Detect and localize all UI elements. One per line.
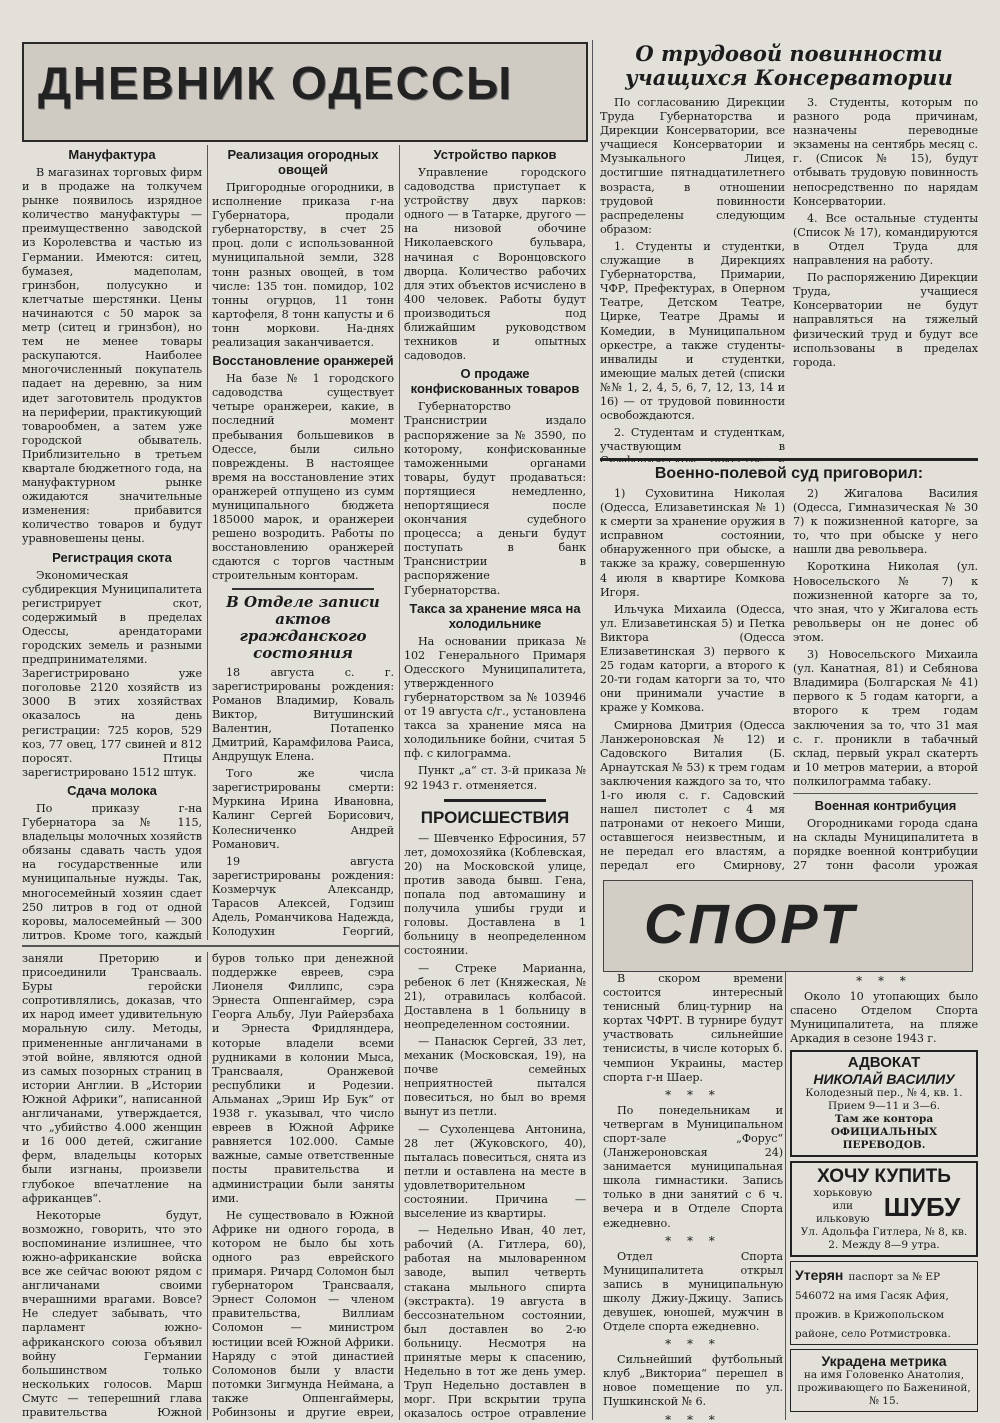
masthead-banner: [22, 42, 588, 142]
bottom-column-2: [212, 952, 394, 1420]
sport-text-2: По понедельникам и четвергам в Муниципальном спорт-зале „Форус“ (Ланжероновская 24) занимается муниципальная школа гимнастики. Запись только в дни занятий с 6 ч. вечера и в Отделе Спорта ежедневно.: [603, 1103, 783, 1230]
vegetables-text: Пригородные огородники, в исполнение приказа г-на Губернатора, продали губернаторству, в счет 25 проц. доли с использованной муниципальной земли, 328 тонн разных овощей, в том числе: 135 тон. помидор, 102 тонны огурцов, 11 тонн картофеля, 8 тонн капусты и 6 тонн моркови. На-днях реализация заканчивается.: [212, 181, 394, 350]
stolen-metric-ad: [790, 1349, 978, 1412]
registry-heading: В Отделе записи актов гражданского состояния: [226, 592, 380, 662]
incident-1: — Шевченко Ефросиния, 57 лет, домохозяйка (Коблевская, 20) на Московской улице, против завода бывш. Гена, попала под автомашину и получила ушибы груди и головы. Доставлена в 1 больницу в неопределенном состоянии.: [404, 831, 586, 958]
column-1: [22, 145, 202, 940]
parks-text: Управление городского садоводства приступает к устройству двух парков: одного — в Татарке, другого — на низовой обочине Николаевского бульвара, начиная с Воронцовского дворца. Количество рабочих для этих объектов исчислено в 400 человек. Работы будут производиться под ближайшим руководством техников и опытных садоводов.: [404, 166, 586, 363]
lost-passport-text: паспорт за № ЕР 546072 на имя Гасяк Афия, прожив. в Крижопольском районе, село Ротмистровка.: [795, 1271, 951, 1341]
masthead-title: ДНЕВНИК ОДЕССЫ: [38, 57, 514, 109]
stars-divider: * * *: [856, 974, 912, 988]
sport-text-3: Отдел Спорта Муниципалитета открыл запись в муниципальную школу Джиу-Джицу. Запись девушек, юношей, мужчин в Отделе спорта ежедневно.: [603, 1249, 783, 1334]
meat-storage-text-2: Пункт „а“ ст. 3-й приказа № 92 1943 г. отменяется.: [404, 764, 586, 792]
parks-heading: Устройство парков: [433, 147, 557, 162]
livestock-text: Экономическая субдирекция Муниципалитета регистрирует скот, содержимый в пределах Одессы, арендаторами городских земель и разными предпринимателями. Зарегистрировано уже поголовье 2120 хозяйств из 3000 В этих хозяйствах оказалось на день регистрации: 725 коров, 529 коз, 77 овец, 177 свиней и 812 поросят. Птицы зарегистрировано 1512 штук.: [22, 568, 202, 779]
conservatory-heading: О трудовой повинности учащихся Консерватории: [625, 42, 953, 90]
stars-divider: * * *: [665, 1412, 721, 1420]
court-text-4: 2) Жигалова Василия (Одесса, Гимназическая № 30 7) к пожизненной каторге, за то, что при обыске у него нашли два револьвера.: [793, 487, 978, 557]
lost-passport-ad: [790, 1261, 978, 1345]
fur-coat-ad: [790, 1161, 978, 1257]
court-text-1: 1) Суховитина Николая (Одесса, Елизаветинская № 1) к смерти за хранение оружия в исправном состоянии, обнаруженного при обыске, а также за кражу, совершенную 4 июля в квартире Комкова Игоря.: [600, 487, 785, 599]
bottom-text-3: буров только при денежной поддержке евреев, сэра Лионеля Филлипс, сэра Эрнеста Оппенгаймер, сэра Георга Альбу, Луи Райерзбаха и Эрнеста Фридляндера, которые владели всеми рудниками в колонии Мыса, Трансвааля, Оранжевой республики и Родезии. Альманах „Эриш Ир Бук“ от 1938 г. указывал, что число евреев в Южной Африке равняется 102.000. Самые важные, самые ответственные посты правительства и администрации были заняты ими.: [212, 952, 394, 1205]
bottom-text-1: заняли Преторию и присоединили Трансвааль. Буры геройски сопротивлялись, доказав, что их народ имеет удивительную моральную силу. Методы, примененные англичанами в этой войне, являются одной из самых позорных страниц в истории Англии. В „Истории Южной Африки“, написанной англичанами, утверждается, что „убийство 4.000 женщин и 16 000 детей, сжигание ферм, владельцы которых были изгнаны, произвели глубокое впечатление на африканцев“.: [22, 952, 202, 1205]
manufacture-text: В магазинах торговых фирм и в продаже на толкучем рынке появилось изрядное количество мануфактуры — преимущественно заводской из Королевства и частью из Германии. Имеются: ситец, бумазея, мадеполам, гринзбон, полусукно и клетчатые шерстянки. Цены начинаются с 50 марок за метр (ситец и гринзбон), но тем не менее товары раскупаются. Наиболее многочисленный покупатель падает на деревню, за ним идет заготовитель продуктов на периферии, практикующий товарообмен, а затем уже городской обыватель. Приблизительно в третьем квартале бюджетного года, на мануфактурном рынке ожидаются значительные изменения: прибавится количество товаров и будут уравновешены цены.: [22, 166, 202, 546]
lawyer-ad-heading: АДВОКАТ: [847, 1054, 921, 1072]
incident-2: — Стреке Марианна, ребенок 6 лет (Княжеская, № 21), отравилась колбасой. Доставлена в 1 больницу в неопределенном состоянии.: [404, 961, 586, 1031]
incident-4: — Сухоленцева Антонина, 28 лет (Жуковского, 40), пыталась повеситься, снята из петли и оставлена на месте в удовлетворительном состоянии. Причина — выселение из квартиры.: [404, 1122, 586, 1221]
stolen-metric-heading: Украдена метрика: [821, 1353, 947, 1370]
stars-divider: * * *: [665, 1233, 721, 1248]
manufacture-heading: Мануфактура: [68, 147, 156, 162]
conservatory-article: [600, 42, 978, 462]
conservatory-text-2: 1. Студенты и студентки, служащие в Дирекциях Губернаторства, Примарии, ЧФР, Префектурах, в Оперном Театре, Детском Театре, Цирке, Театре Драмы и Комедии, в Муниципальном оркестре, а также студенты-инвалиды и студентки, имеющие малых детей (списки №№ 1, 2, 4, 5, 6, 7, 12, 13, 14 и 16) — от трудовой повинности освобождаются.: [600, 239, 785, 423]
vegetables-heading: Реализация огородных овощей: [227, 147, 379, 177]
column-3: [404, 145, 586, 1420]
incident-5: — Недельно Иван, 40 лет, рабочий (А. Гитлера, 60), работая на мыловаренном заводе, выпил четверть стакана мыльного спирта (экстракта). 19 августа в бессознательном состоянии, был доставлен во 2-ю больницу. Несмотря на принятые меры к спасению, Недельно в тот же день умер. Труп Недельно доставлен в морг. При вскрытии трупа оказалось острое отравление: [404, 1224, 586, 1420]
bottom-text-2: Некоторые будут, возможно, говорить, что это воспоминание излишнее, что южно-африканские войска все же сейчас воюют рядом с англичанами своими вчерашними врагами. Вовсе? Не следует забывать, что парламент южно-африканского союза объявил войну Германии большинством только нескольких голосов. Марш Смутс — теперешний глава правительства Южной: [22, 1208, 202, 1419]
fur-coat-ad-sub: хорьковую или ильковую: [813, 1187, 873, 1226]
court-heading: Военно-полевой суд приговорил:: [654, 465, 924, 482]
meat-storage-heading: Такса за хранение мяса на холодильнике: [409, 600, 581, 631]
sport-text-4: Сильнейший футбольный клуб „Викториа“ перешел в новое помещение по ул. Пушкинской № 6.: [603, 1353, 783, 1409]
court-text-6: 3) Новосельского Михаила (ул. Канатная, 81) и Себянова Владимира (Болгарская № 41) первого к 5 годам каторги, а второго к трем годам заключения за то, что 31 мая с. г. проникли в табачный склад, первый украл скатерть и 10 метров материи, а второй полкилограмма табаку.: [793, 648, 978, 788]
fur-coat-ad-address: Ул. Адольфа Гитлера, № 8, кв. 2. Между 8—9 утра.: [800, 1226, 968, 1252]
registry-text-2: Того же числа зарегистрированы смерти: Муркина Ирина Ивановна, Калинг Сергей Борисович, Колесниченко Андрей Романович.: [212, 767, 394, 851]
sport-text-6: Около 10 утопающих было спасено Отделом Спорта Муниципалитета, на пляже Аркадия в сезоне 1943 г.: [790, 990, 978, 1046]
bottom-column-1: [22, 952, 202, 1420]
fur-coat-ad-heading: ХОЧУ КУПИТЬ: [817, 1166, 951, 1188]
greenhouses-heading: Восстановление оранжерей: [212, 353, 394, 369]
stolen-metric-text: на имя Головенко Анатолия, проживающего по Бажениной, № 15.: [797, 1369, 971, 1408]
bottom-text-4: Не существовало в Южной Африке ни одного города, в котором не было бы хоть одного раз еврейского примаря. Ричард Соломон был губернатором Трансвааля, Эрнест Соломон — членом правительства, Виллиам Соломон — министром юстиции всей Южной Африки. Наряду с этой династией Соломонов были у власти потомки Зигмунда Неймана, а также Оппенгаймеры, Робинзоны и другие евреи,: [212, 1208, 394, 1419]
milk-text: По приказу г-на Губернатора за № 115, владельцы молочных хозяйств обязаны сдавать часть удоя на государственные или муниципальные нужды. Так, многосемейный хозяин сдает 250 литров в год от одной коровы, малосемейный — 300 литров. Кроме того, каждый: [22, 801, 202, 940]
court-text-3: Смирнова Дмитрия (Одесса Ланжероновская № 12) и Садовского Виталия (Б. Арнаутская № 53) к трем годам заключения каждого за то, что 1-го июля с. г. Садовский нашел пистолет с 4 мя патронами от некоего Миши, оставшегося неизвестным, и не передал его властям, а передал его Смирнову,: [600, 718, 785, 872]
conservatory-text-4: 3. Студенты, которым по разного рода причинам, назначены переводные экзамены на сентябрь месяц с. г. (Список № 15), будут отбывать трудовую повинность непосредственно по нарядам Консерватории.: [793, 96, 978, 208]
lost-passport-heading: Утерян: [795, 1267, 844, 1284]
conservatory-text-3: 2. Студентам и студенткам, участвующим в: [600, 426, 785, 454]
lawyer-ad-address: Колодезный пер., № 4, кв. 1. Прием 9—11 и 3—6.: [805, 1087, 963, 1113]
conservatory-text-6: По распоряжению Дирекции Труда, учащиеся Консерватории не будут направляться на тяжелый физический труд и будут все использованы в пределах города.: [793, 271, 978, 369]
court-article: [600, 462, 978, 872]
lawyer-ad-translations: Там же контора ОФИЦИАЛЬНЫХ ПЕРЕВОДОВ.: [830, 1113, 938, 1152]
contribution-heading: Военная контрибуция: [814, 797, 957, 813]
confiscated-heading: О продаже конфискованных товаров: [410, 366, 580, 397]
sport-banner: [603, 880, 973, 972]
contribution-text: Огородниками города сдана на склады Муниципалитета в порядке военной контрибуции 27 тонн фасоли урожая: [793, 816, 978, 872]
court-text-5: Короткина Николая (ул. Новосельского № 7) к пожизненной каторге за то, что зная, что у Жигалова есть револьверы он не донес об этом.: [793, 560, 978, 644]
meat-storage-text-1: На основании приказа № 102 Генерального Примаря Одесского Муниципалитета, утвержденного губернаторством за № 103946 от 19 августа с/г., установлена такса за хранение мяса на холодильнике бойни, считая 5 пф. с килограмма.: [404, 634, 586, 761]
column-2: [212, 145, 394, 940]
lawyer-ad-name: НИКОЛАЙ ВАСИЛИУ: [813, 1071, 955, 1088]
stars-divider: * * *: [665, 1087, 721, 1102]
conservatory-text-5: 4. Все остальные студенты (Список № 17), командируются в Отдел Труда для направления на работу.: [793, 211, 978, 268]
confiscated-text: Губернаторство Транснистрии издало распоряжение за № 3590, по которому, конфискованные таможенными органами товары, будут продаваться: портящиеся немедленно, непортящиеся после окончания судебного процесса; а деньги будут поступать в банк Транснистрии в распоряжение Губернаторства.: [404, 400, 586, 597]
livestock-heading: Регистрация скота: [52, 549, 172, 565]
greenhouses-text: На базе № 1 городского садоводства существует четыре оранжереи, какие, в последний момент пребывания большевиков в Одессе, были сильно повреждены. В настоящее время на восстановление этих оранжерей отпущено из сумм муниципального бюджета 185000 марок, и оранжереи решено возродить. Работы по восстановлению оранжерей сдаются с торгов частным строительным конторам.: [212, 372, 394, 583]
conservatory-text-1: По согласованию Дирекции Труда Губернаторства и Дирекции Консерватории, все учащиеся Консерватории и Музыкального Лицея, достигшие пятнадцатилетнего возраста, в отношении трудовой повинности распределены следующим образом:: [600, 96, 785, 236]
milk-heading: Сдача молока: [67, 782, 157, 798]
court-text-2: Ильчука Михаила (Одесса, ул. Елизаветинская 5) и Петка Виктора (Одесса Елизаветинская 3) первого к 25 годам каторги, а второго к 20-ти годам каторги за то, что они принимали участие в краже у Комкова.: [600, 602, 785, 715]
incidents-heading: ПРОИСШЕСТВИЯ: [420, 807, 570, 827]
sport-column-left: [603, 972, 783, 1420]
registry-text-3: 19 августа зарегистрированы рождения: Козмерчук Александр, Тарасов Алексей, Годзиш Адель, Романчикова Надежда, Колодухин Георгий,: [212, 854, 394, 939]
sport-title: СПОРТ: [644, 892, 858, 955]
incident-3: — Панасюк Сергей, 33 лет, механик (Московская, 19), на почве семейных неприятностей пытался повеситься, но был во время вынут из петли.: [404, 1034, 586, 1119]
registry-text-1: 18 августа с. г. зарегистрированы рождения: Романов Владимир, Коваль Виктор, Витушинский Валентин, Потапенко Дмитрий, Карамфилова Раиса, Андрущук Елена.: [212, 665, 394, 764]
sport-column-right: [790, 972, 978, 1420]
stars-divider: * * *: [665, 1337, 721, 1352]
lawyer-ad: [790, 1050, 978, 1157]
fur-coat-ad-word: ШУБУ: [883, 1191, 961, 1222]
sport-text-1: В скором времени состоится интересный тенисный блиц-турнир на кортах ЧФРТ. В турнире будут участвовать сильнейшие тенисисты, в числе которых б. чемпион Украины, мастер спорта г-н Шаер.: [603, 972, 783, 1084]
